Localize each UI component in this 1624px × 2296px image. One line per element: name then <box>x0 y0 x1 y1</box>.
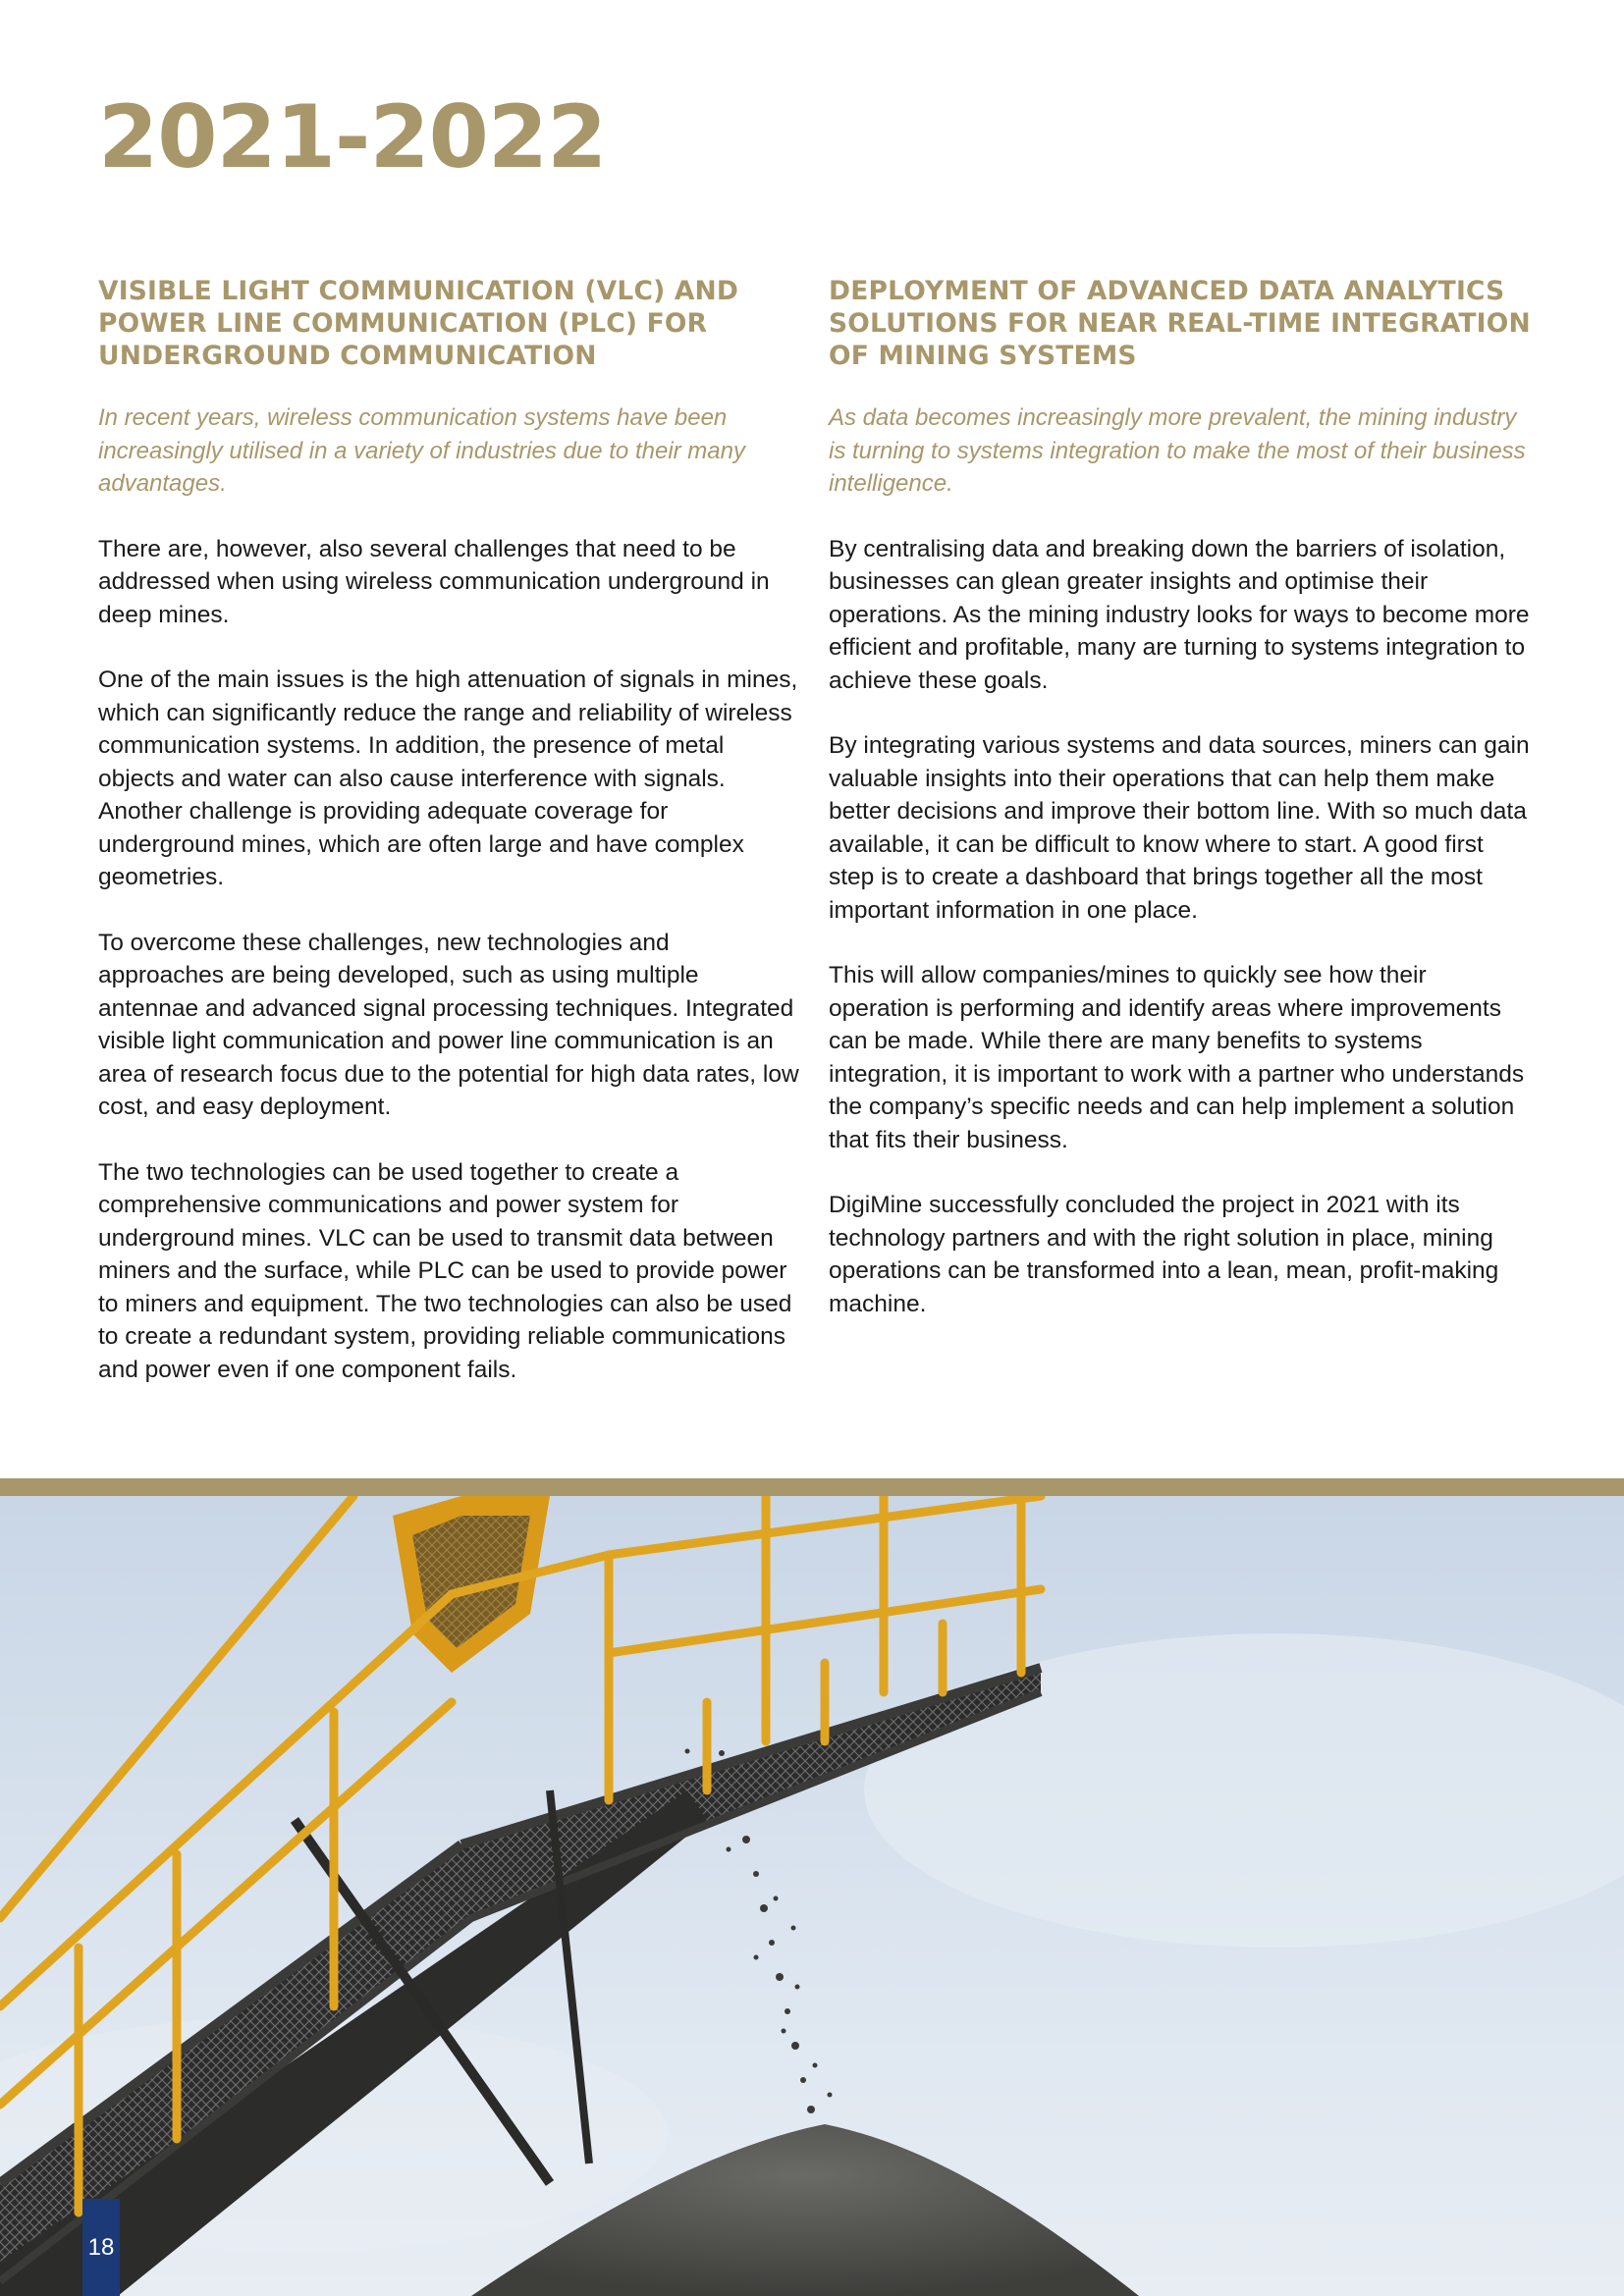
right-article-intro: As data becomes increasingly more prevalent, the mining industry is turning to systems integration to make the most of their business intelligence. <box>829 404 1526 497</box>
left-article-paragraph: There are, however, also several challenges that need to be addressed when using wireless communication underground in deep mines. <box>98 535 770 628</box>
left-article-heading: VISIBLE LIGHT COMMUNICATION (VLC) AND POWER LINE COMMUNICATION (PLC) FOR UNDERGROUND COMMUNICATION <box>98 276 739 371</box>
right-article-paragraph: DigiMine successfully concluded the project in 2021 with its technology partners and with the right solution in place, mining operations can be transformed into a lean, mean, profit-making machine. <box>829 1192 1499 1317</box>
section-divider-bar <box>0 1478 1624 1496</box>
right-article-paragraph: This will allow companies/mines to quickly see how their operation is performing and identify areas where improvements can be made. While there are many benefits to systems integration, it is important to work with a partner who understands the company’s specific needs and can help implement a solution that fits their business. <box>829 962 1525 1153</box>
right-article-paragraph: By centralising data and breaking down the barriers of isolation, businesses can glean greater insights and optimise their operations. As the mining industry looks for ways to become more efficient and profitable, many are turning to systems integration to achieve these goals. <box>829 535 1530 694</box>
conveyor-photo <box>0 1496 1624 2296</box>
conveyor-illustration <box>0 1496 1624 2296</box>
left-article-paragraph: One of the main issues is the high attenuation of signals in mines, which can significantly reduce the range and reliability of wireless communication systems. In addition, the presence of metal objects and water can also cause interference with signals. Another challenge is providing adequate coverage for underground mines, which are often large and have complex geometries. <box>98 667 798 890</box>
right-article-heading: DEPLOYMENT OF ADVANCED DATA ANALYTICS SOLUTIONS FOR NEAR REAL-TIME INTEGRATION OF MINING SYSTEMS <box>829 276 1531 371</box>
left-article-paragraph: To overcome these challenges, new technologies and approaches are being developed, such as using multiple antennae and advanced signal processing techniques. Integrated visible light communication and power line communication is an area of research focus due to the potential for high data rates, low cost, and easy deployment. <box>98 929 799 1120</box>
left-article-intro: In recent years, wireless communication systems have been increasingly utilised in a variety of industries due to their many advantages. <box>98 404 745 497</box>
page-number-badge: 18 <box>82 2199 120 2296</box>
right-article <box>829 275 1532 1320</box>
right-article-paragraph: By integrating various systems and data sources, miners can gain valuable insights into their operations that can help them make better decisions and improve their bottom line. With so much data available, it can be difficult to know where to start. A good first step is to create a dashboard that brings together all the most important information in one place. <box>829 732 1530 924</box>
left-article-paragraph: The two technologies can be used together to create a comprehensive communications and power system for underground mines. VLC can be used to transmit data between miners and the surface, while PLC can be used to provide power to miners and equipment. The two technologies can also be used to create a redundant system, providing reliable communications and power even if one component fails. <box>98 1158 792 1383</box>
left-article <box>98 275 799 1386</box>
page-year-heading: 2021-2022 <box>98 86 607 187</box>
